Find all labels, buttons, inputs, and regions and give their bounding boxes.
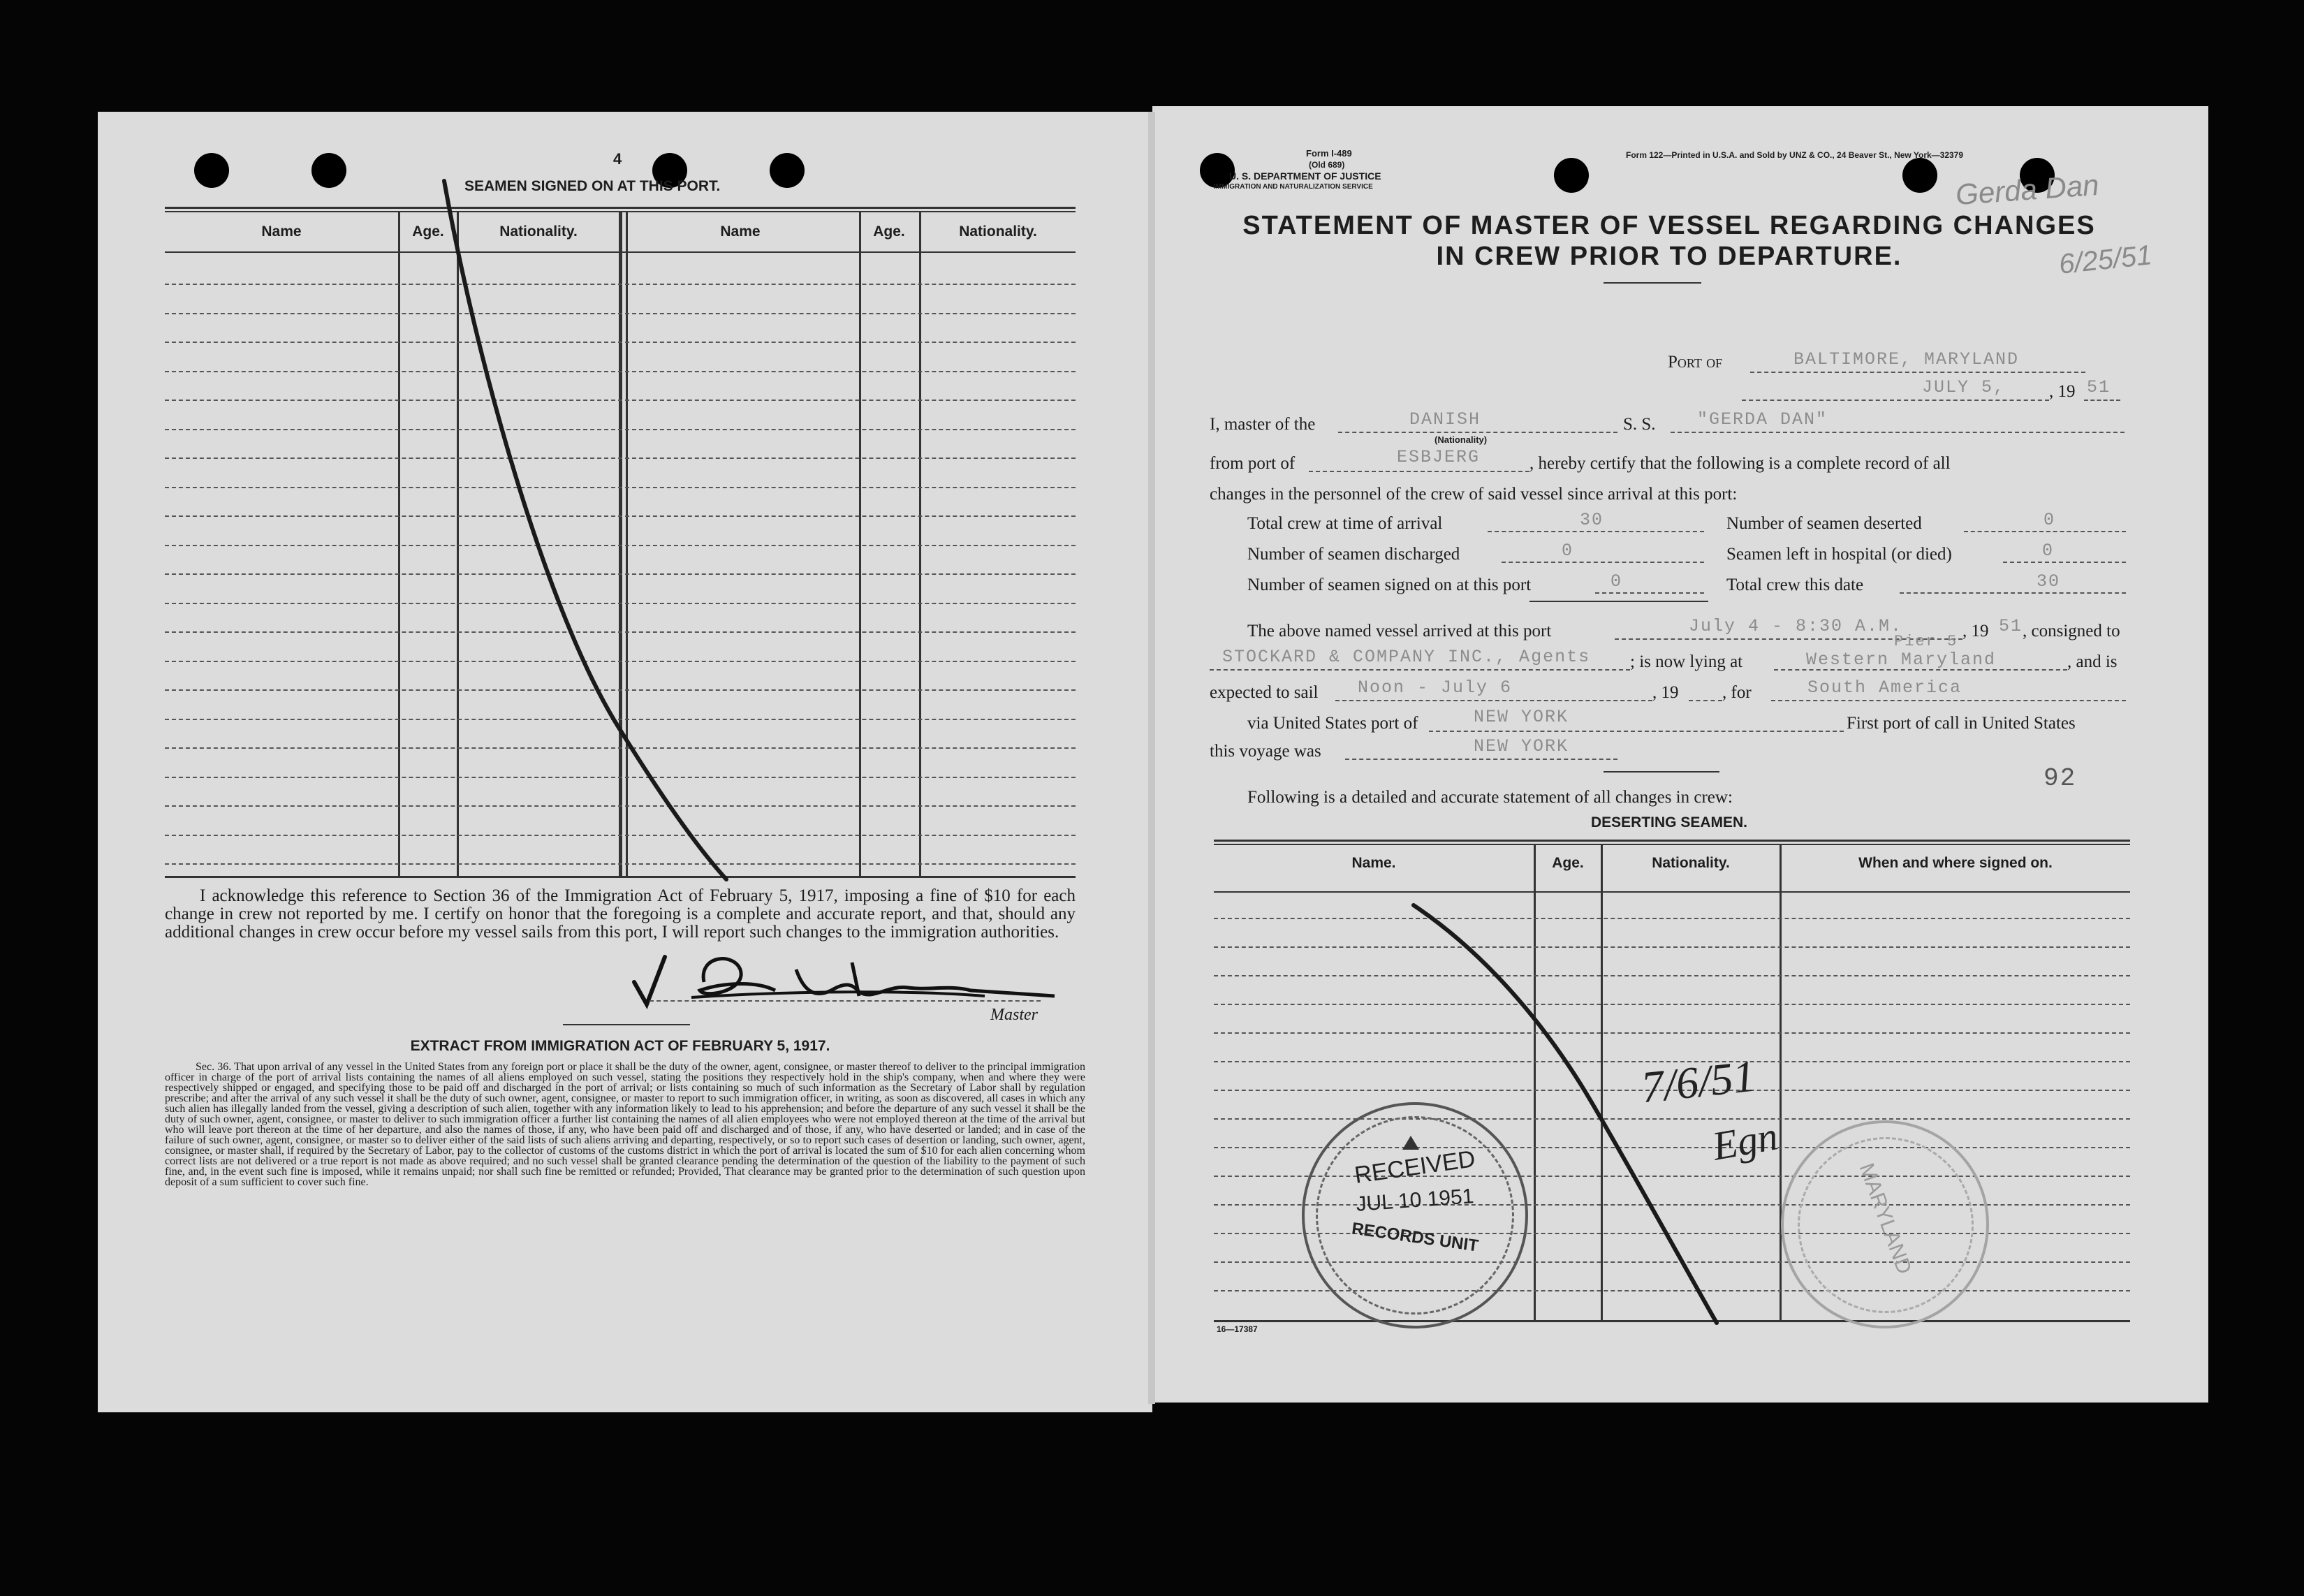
line [1689, 700, 1722, 701]
extract-title: EXTRACT FROM IMMIGRATION ACT OF FEBRUARY 5, 1917. [410, 1038, 830, 1054]
form-title-2: IN CREW PRIOR TO DEPARTURE. [1436, 242, 1902, 271]
section-title: SEAMEN SIGNED ON AT THIS PORT. [464, 178, 721, 194]
arrived-year: 51 [1999, 616, 2023, 636]
via-value: NEW YORK [1474, 707, 1569, 727]
total-date-label: Total crew this date [1726, 576, 1864, 594]
and-is: , and is [2067, 652, 2118, 671]
punch-hole [194, 153, 229, 188]
via-label: via United States port of [1247, 714, 1418, 733]
rule [1214, 840, 2130, 842]
rule [1214, 891, 2130, 893]
total-date-value: 30 [2037, 571, 2061, 592]
line [1502, 562, 1704, 563]
discharged-label: Number of seamen discharged [1247, 545, 1460, 564]
master-label: Master [990, 1006, 1038, 1024]
column-divider [1780, 845, 1782, 1320]
from-port-label: from port of [1210, 454, 1296, 473]
footer-code: 16—17387 [1217, 1324, 1258, 1334]
column-header: Name [261, 224, 302, 240]
arrived-year-prefix: , 19 [1962, 622, 1989, 640]
lying-label: ; is now lying at [1630, 652, 1743, 671]
line [1210, 669, 1630, 671]
stamp-received: RECEIVED [1353, 1145, 1477, 1189]
voyage-label: this voyage was [1210, 742, 1321, 761]
deserted-value: 0 [2043, 510, 2056, 530]
stamp-number: 92 [2043, 764, 2077, 793]
line [1488, 531, 1704, 532]
handwritten-date: 6/25/51 [2057, 240, 2154, 280]
rule [1214, 844, 2130, 845]
form-title: STATEMENT OF MASTER OF VESSEL REGARDING CHANGES [1242, 211, 2096, 240]
year-line [2084, 400, 2120, 401]
port-value: BALTIMORE, MARYLAND [1793, 349, 2020, 369]
year-value: 51 [2087, 377, 2111, 397]
deserting-title: DESERTING SEAMEN. [1590, 814, 1748, 830]
ss-label: S. S. [1623, 415, 1656, 434]
department: U. S. DEPARTMENT OF JUSTICE [1229, 170, 1381, 182]
extract-text: Sec. 36. That upon arrival of any vessel in the United States from any foreign port or place it shall be the duty of the owner, agent, consignee, or master thereof to deliver to the principal immigration officer in charge of the port of arrival lists containing the names of all aliens employed on such vessel, stating the positions they respectively hold in the ship's company, when and where they were respectively shipped or engaged, and specifying those to be paid off and discharged in the port of arrival; or lists containing so much of such information as the Secretary of Labor shall by regulation prescribe; and after the arrival of any such vessel it shall be the duty of such owner, agent, consignee, or master to report to such immigration officer, in writing, as soon as discovered, all cases in which any such alien has illegally landed from the vessel, giving a description of such alien, together with any information likely to lead to his apprehension; and before the departure of any such vessel it shall be the duty of such owner, agent, consignee, or master to deliver to such immigration officer a further list containing the names of all alien employees who were not employed thereon at the time of the arrival but who will leave port thereon at the time of her departure, and also the names of those, if any, who have been paid off and discharged and of those, if any, who have deserted or landed; and in case of the failure of such owner, agent, consignee, or master so to deliver either of the said lists of such aliens arriving and departing, respectively, or so to report such cases of desertion or landing, such owner, agent, consignee, or master shall, if required by the Secretary of Labor, pay to the collector of customs of the customs district in which the port of arrival is located the sum of $10 for each alien concerning whom correct lists are not delivered or a true report is not made as above required; and no such vessel shall be granted clearance pending the determination of the question of the liability to the payment of such fine, and, in the event such fine is imposed, while it remains unpaid; nor shall such fine be remitted or refunded; Provided, That clearance may be granted prior to the determination of such question upon deposit of a sum sufficient to cover such fine. [165, 1061, 1085, 1188]
pier-value: Pier 5 [1894, 633, 1958, 650]
hospital-label: Seamen left in hospital (or died) [1726, 545, 1952, 564]
for-value: South America [1807, 678, 1962, 698]
column-header: Age. [873, 224, 905, 240]
consignee-value: STOCKARD & COMPANY INC., Agents [1222, 647, 1591, 667]
expected-year: , 19 [1652, 683, 1679, 702]
line [1429, 731, 1844, 732]
from-port-line [1309, 471, 1529, 472]
from-port-value: ESBJERG [1397, 447, 1481, 467]
consigned-label: , consigned to [2023, 622, 2120, 640]
expected-value: Noon - July 6 [1358, 678, 1513, 698]
lying-value: Western Maryland [1806, 650, 1997, 670]
line [1964, 531, 2126, 532]
handwritten-initials: Egn [1709, 1113, 1782, 1169]
signature-line [650, 1000, 1041, 1002]
line [1900, 592, 2126, 594]
punch-hole [311, 153, 346, 188]
date-value: JULY 5, [1922, 377, 2006, 397]
line [1345, 759, 1617, 760]
hospital-value: 0 [2042, 541, 2055, 561]
acknowledgement-text: I acknowledge this reference to Section 36 of the Immigration Act of February 5, 1917, imposing a fine of $10 for each change in crew not reported by me. I certify on honor that the foregoing is a complete and accurate report, and that, should any additional changes in crew occur before my vessel sails from this port, I will report such changes to the immigration authorities. [165, 886, 1076, 942]
certify-text: , hereby certify that the following is a complete record of all [1529, 454, 1951, 473]
certify-text-2: changes in the personnel of the crew of said vessel since arrival at this port: [1210, 485, 1738, 504]
total-arrival-label: Total crew at time of arrival [1247, 514, 1443, 533]
column-header: Nationality. [1652, 855, 1730, 871]
ship-line [1671, 432, 2125, 433]
column-header: Name [720, 224, 761, 240]
line [1335, 700, 1652, 701]
following-text: Following is a detailed and accurate statement of all changes in crew: [1247, 788, 1733, 807]
total-arrival-value: 30 [1580, 510, 1604, 530]
nationality-caption: (Nationality) [1435, 434, 1488, 445]
signed-on-label: Number of seamen signed on at this port [1247, 576, 1532, 594]
rule [1604, 282, 1701, 284]
nationality-line [1338, 432, 1617, 433]
arrived-label: The above named vessel arrived at this port [1247, 622, 1552, 640]
ship-value: "GERDA DAN" [1697, 409, 1828, 430]
punch-hole [1554, 158, 1589, 193]
line [1774, 669, 2067, 671]
column-header: Nationality. [959, 224, 1037, 240]
handwritten-vessel: Gerda Dan [1954, 168, 2100, 212]
form-number: Form I-489 [1306, 148, 1352, 159]
punch-hole [1902, 158, 1937, 193]
deserted-label: Number of seamen deserted [1726, 514, 1922, 533]
port-stamp [1781, 1120, 1989, 1328]
cancel-stroke [433, 178, 747, 884]
discharged-value: 0 [1562, 541, 1574, 561]
rule [563, 1024, 690, 1025]
rule [1604, 771, 1719, 773]
rule [1529, 601, 1708, 602]
column-header: Age. [412, 224, 444, 240]
for-label: , for [1722, 683, 1752, 702]
printer-note: Form 122—Printed in U.S.A. and Sold by UNZ & CO., 24 Beaver St., New York—32379 [1626, 150, 1964, 160]
first-port-label: First port of call in United States [1847, 714, 2076, 733]
stamp-unit: RECORDS UNIT [1350, 1219, 1480, 1256]
column-header: Nationality. [499, 224, 578, 240]
page-number: 4 [613, 150, 622, 168]
line [2003, 562, 2126, 563]
line [1595, 592, 1704, 594]
column-header: Name. [1351, 855, 1396, 871]
port-label: Port of [1668, 353, 1723, 372]
year-prefix: , 19 [2049, 382, 2076, 401]
arrived-value: July 4 - 8:30 A.M. [1689, 616, 1903, 636]
handwritten-note: 7/6/51 [1638, 1050, 1758, 1113]
form-old-number: (Old 689) [1309, 160, 1345, 170]
cancel-stroke [1404, 901, 1732, 1334]
expected-label: expected to sail [1210, 683, 1319, 702]
voyage-value: NEW YORK [1474, 736, 1569, 756]
line [1771, 700, 2126, 701]
column-header: Age. [1552, 855, 1584, 871]
date-line [1742, 400, 2049, 401]
column-header: When and where signed on. [1858, 855, 2053, 871]
page-fold [1148, 112, 1155, 1404]
nationality-value: DANISH [1409, 409, 1481, 430]
signed-on-value: 0 [1610, 571, 1623, 592]
service: IMMIGRATION AND NATURALIZATION SERVICE [1214, 183, 1373, 191]
stamp-date: JUL 10 1951 [1355, 1185, 1475, 1216]
stamp2-text: MARYLAND [1854, 1160, 1916, 1277]
port-line [1750, 372, 2085, 373]
punch-hole [770, 153, 805, 188]
master-of-label: I, master of the [1210, 415, 1316, 434]
